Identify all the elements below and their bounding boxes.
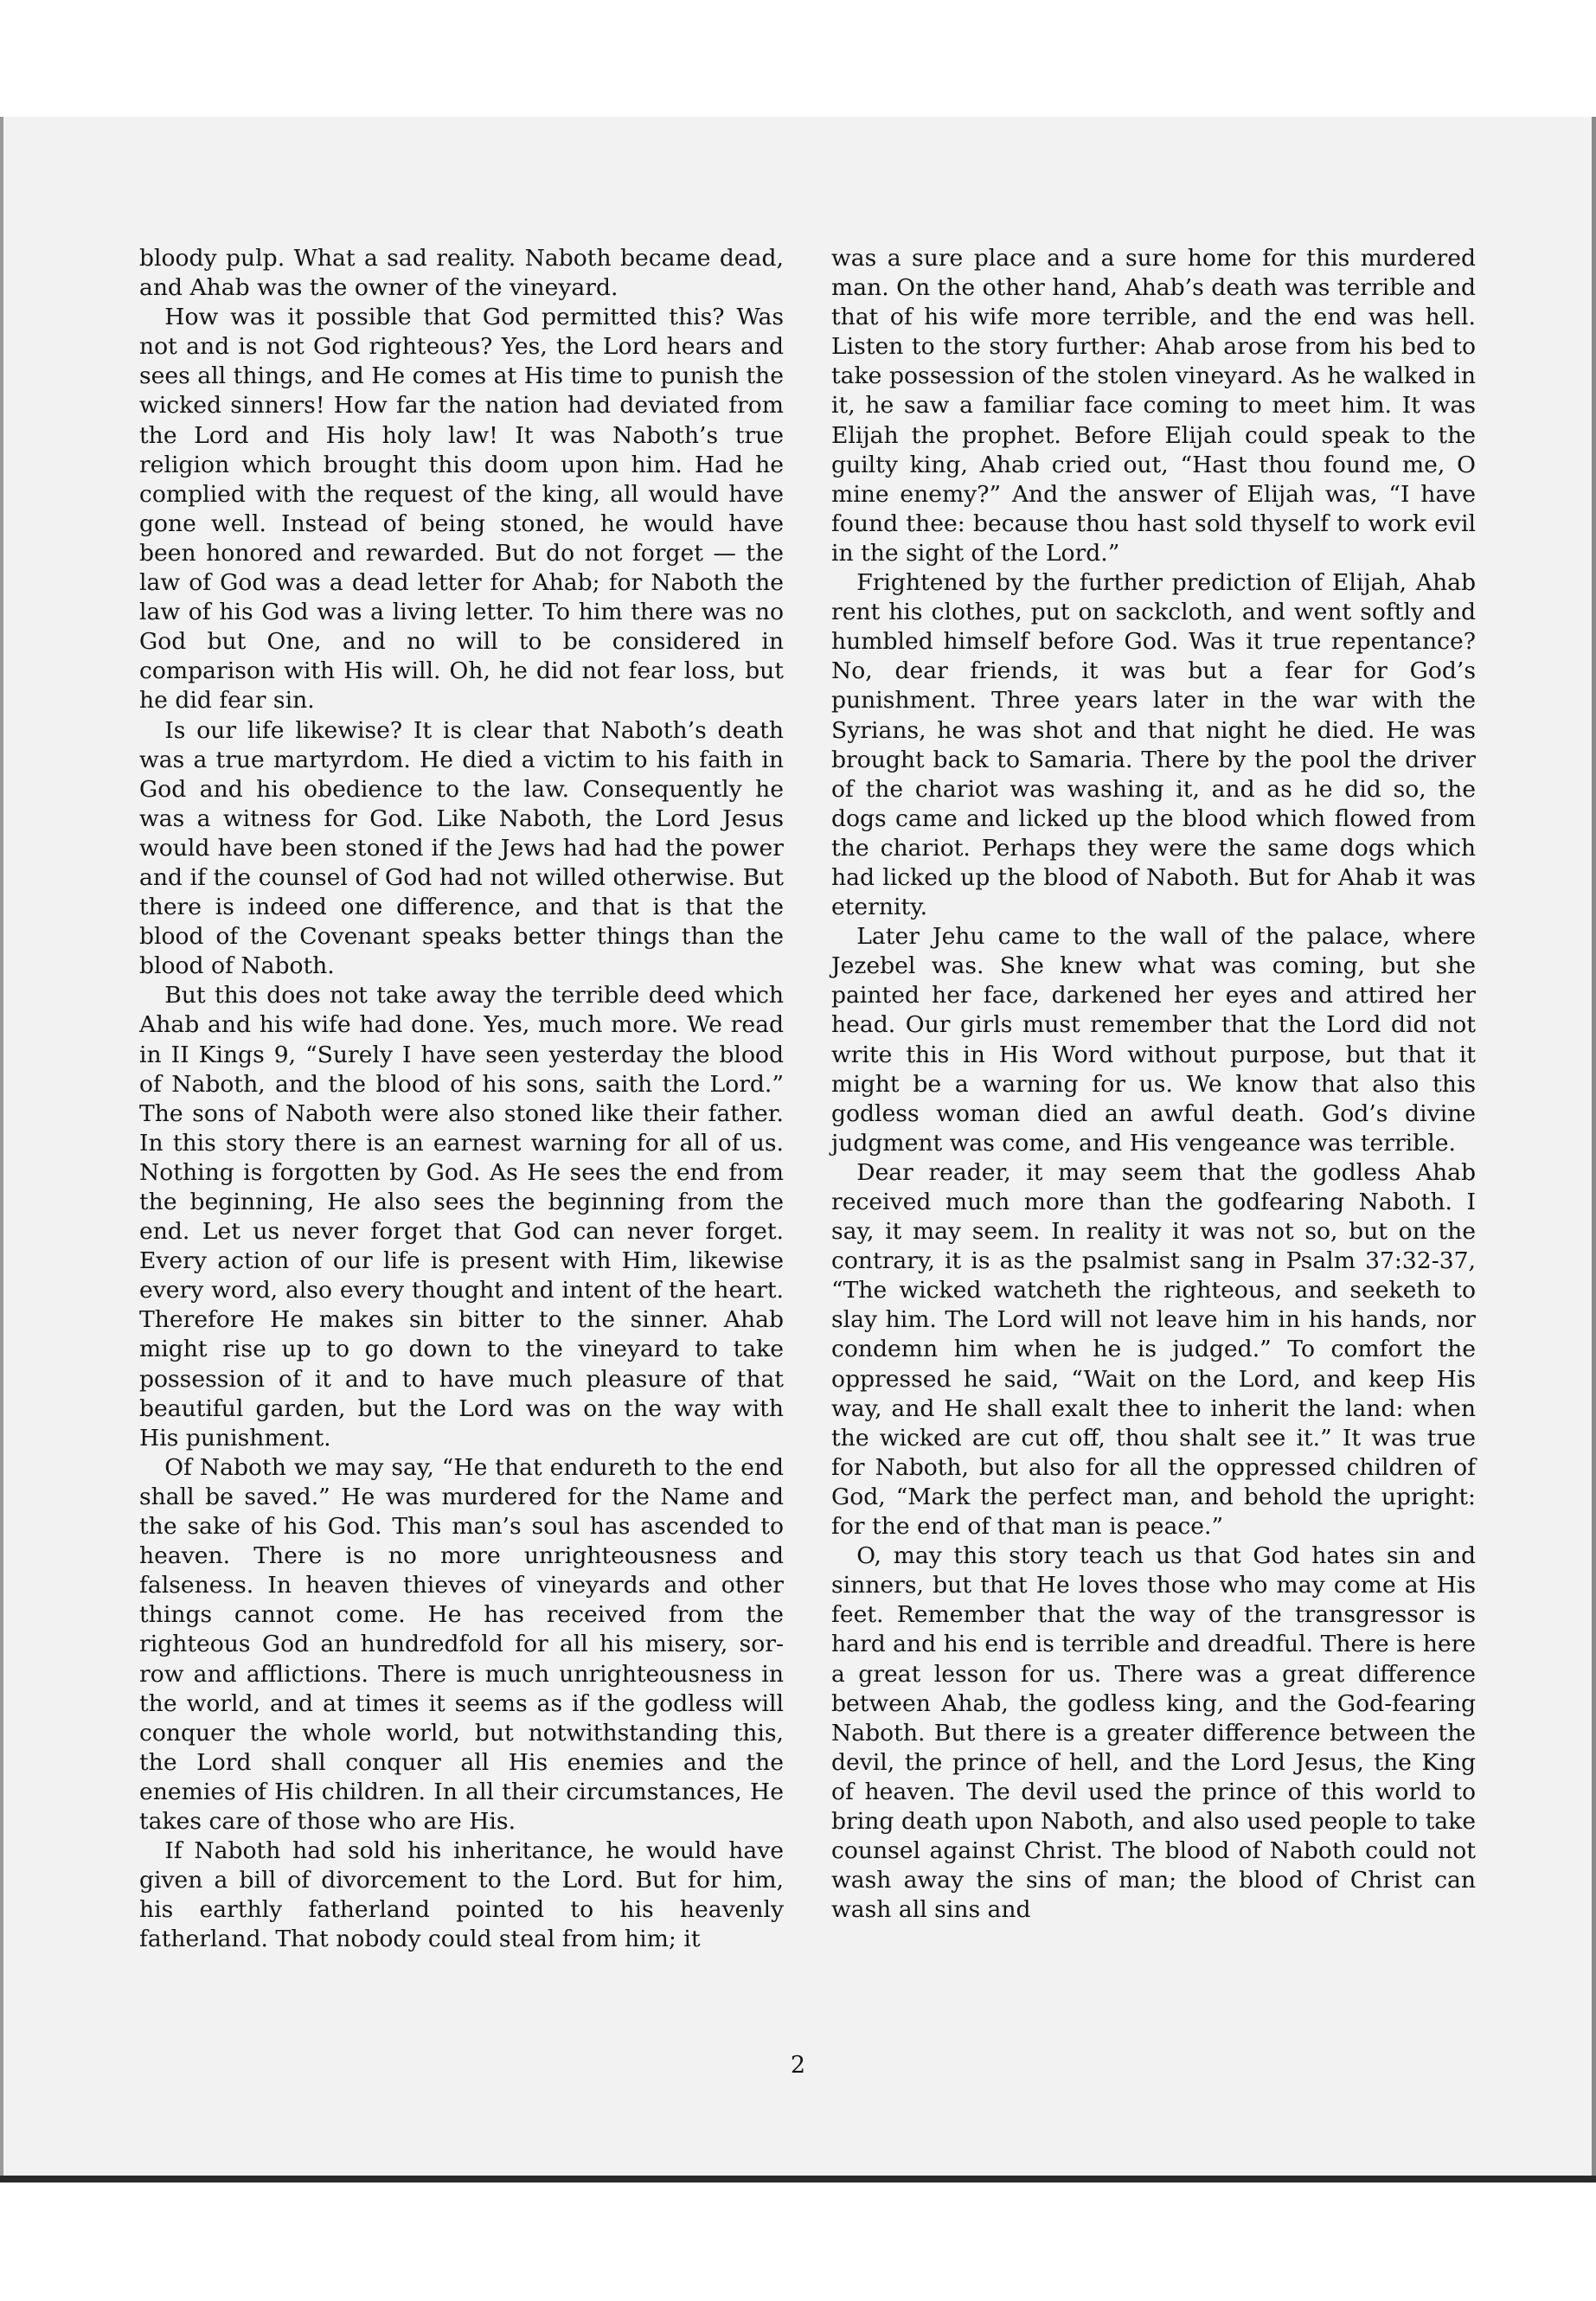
- scan-bottom-margin: [0, 2182, 1596, 2301]
- scan-right-edge: [1592, 117, 1596, 2176]
- scan-bottom-border: [0, 2176, 1596, 2182]
- paragraph: was a sure place and a sure home for this murdered man. On the other hand, Ahab’s death was terrible and that of his wife more terrible, and the end was hell. Listen to the story further: Ahab arose from his bed to take possession of the stolen vineyard. As he walked in it, he saw a familiar face coming to meet him. It was Elijah the prophet. Before Elijah could speak to the guilty king, Ahab cried out, “Hast thou found me, O mine enemy?” And the answer of Elijah was, “I have found thee: because thou hast sold thyself to work evil in the sight of the Lord.”: [831, 245, 1476, 567]
- paragraph: How was it possible that God permitted this? Was not and is not God righteous? Yes, the Lord hears and sees all things, and He comes at His time to punish the wicked sinners! How far the nation had deviated from the Lord and His holy law! It was Naboth’s true religion which brought this doom upon him. Had he complied with the request of the king, all would have gone well. Instead of being stoned, he would have been honored and rewarded. But do not forget — the law of God was a dead letter for Ahab; for Naboth the law of his God was a living letter. To him there was no God but One, and no will to be considered in comparison with His will. Oh, he did not fear loss, but he did fear sin.: [139, 304, 784, 715]
- paragraph: O, may this story teach us that God hates sin and sinners, but that He loves those who may come at His feet. Remember that the way of the transgressor is hard and his end is terrible and dreadful. There is here a great lesson for us. There was a great difference between Ahab, the godless king, and the God-fearing Naboth. But there is a greater difference between the devil, the prince of hell, and the Lord Jesus, the King of heaven. The devil used the prince of this world to bring death upon Naboth, and also used people to take counsel against Christ. The blood of Naboth could not wash away the sins of man; the blood of Christ can wash all sins and: [831, 1542, 1477, 1924]
- left-column: [139, 244, 784, 1954]
- paragraph: Frightened by the further prediction of Elijah, Ahab rent his clothes, put on sackcloth, and went softly and humbled himself before God. Was it true repentance? No, dear friends, it was but a fear for God’s punishment. Three years later in the war with the Syrians, he was shot and that night he died. He was brought back to Samaria. There by the pool the driver of the chariot was washing it, and as he did so, the dogs came and licked up the blood which flowed from the chariot. Perhaps they were the same dogs which had licked up the blood of Naboth. But for Ahab it was eternity.: [831, 569, 1476, 921]
- paragraph: But this does not take away the terrible deed which Ahab and his wife had done. Yes, much more. We read in II Kings 9, “Surely I have seen yesterday the blood of Naboth, and the blood of his sons, saith the Lord.” The sons of Naboth were also stoned like their father. In this story there is an earnest warning for all of us. Nothing is forgotten by God. As He sees the end from the beginning, He also sees the beginning from the end. Let us never forget that God can never forget. Every action of our life is present with Him, likewise every word, also every thought and intent of the heart. Therefore He makes sin bitter to the sinner. Ahab might rise up to go down to the vineyard to take possession of it and to have much pleasure of that beautiful garden, but the Lord was on the way with His punishment.: [139, 982, 784, 1452]
- page-number: 2: [790, 2052, 806, 2079]
- paragraph: If Naboth had sold his inheritance, he would have given a bill of divorcement to the Lord. But for him, his earthly fatherland pointed to his heavenly fatherland. That nobody could steal from him; it: [139, 1837, 784, 1953]
- scan-left-edge: [0, 117, 3, 2176]
- paragraph: Dear reader, it may seem that the godless Ahab received much more than the godfearing Naboth. I say, it may seem. In reality it was not so, but on the contrary, it is as the psalmist sang in Psalm 37:32-37, “The wicked watcheth the righteous, and seeketh to slay him. The Lord will not leave him in his hands, nor condemn him when he is judged.” To comfort the oppressed he said, “Wait on the Lord, and keep His way, and He shall exalt thee to inherit the land: when the wicked are cut off, thou shalt see it.” It was true for Naboth, but also for all the oppressed children of God, “Mark the perfect man, and behold the upright: for the end of that man is peace.”: [831, 1158, 1476, 1541]
- paragraph: Later Jehu came to the wall of the palace, where Jezebel was. She knew what was coming, but she painted her face, darkened her eyes and attired her head. Our girls must remember that the Lord did not write this in His Word without purpose, but that it might be a warning for us. We know that also this godless woman died an awful death. God’s divine judgment was come, and His vengeance was terrible.: [831, 923, 1476, 1157]
- scan-top-margin: [0, 0, 1596, 117]
- right-column: [831, 244, 1476, 1925]
- paragraph: bloody pulp. What a sad reality. Naboth became dead, and Ahab was the owner of the vineyard.: [139, 245, 784, 302]
- paragraph: Is our life likewise? It is clear that Naboth’s death was a true martyrdom. He died a victim to his faith in God and his obedience to the law. Consequently he was a witness for God. Like Naboth, the Lord Jesus would have been stoned if the Jews had had the power and if the counsel of God had not willed otherwise. But there is indeed one difference, and that is that the blood of the Covenant speaks better things than the blood of Naboth.: [139, 716, 784, 980]
- paragraph: Of Naboth we may say, “He that endureth to the end shall be saved.” He was murdered for the Name and the sake of his God. This man’s soul has ascended to heaven. There is no more unrighteousness and falseness. In heaven thieves of vineyards and other things cannot come. He has received from the righteous God an hundredfold for all his misery, sorrow and afflictions. There is much unrighteousness in the world, and at times it seems as if the godless will conquer the whole world, but notwithstanding this, the Lord shall conquer all His enemies and the enemies of His children. In all their circumstances, He takes care of those who are His.: [139, 1453, 784, 1835]
